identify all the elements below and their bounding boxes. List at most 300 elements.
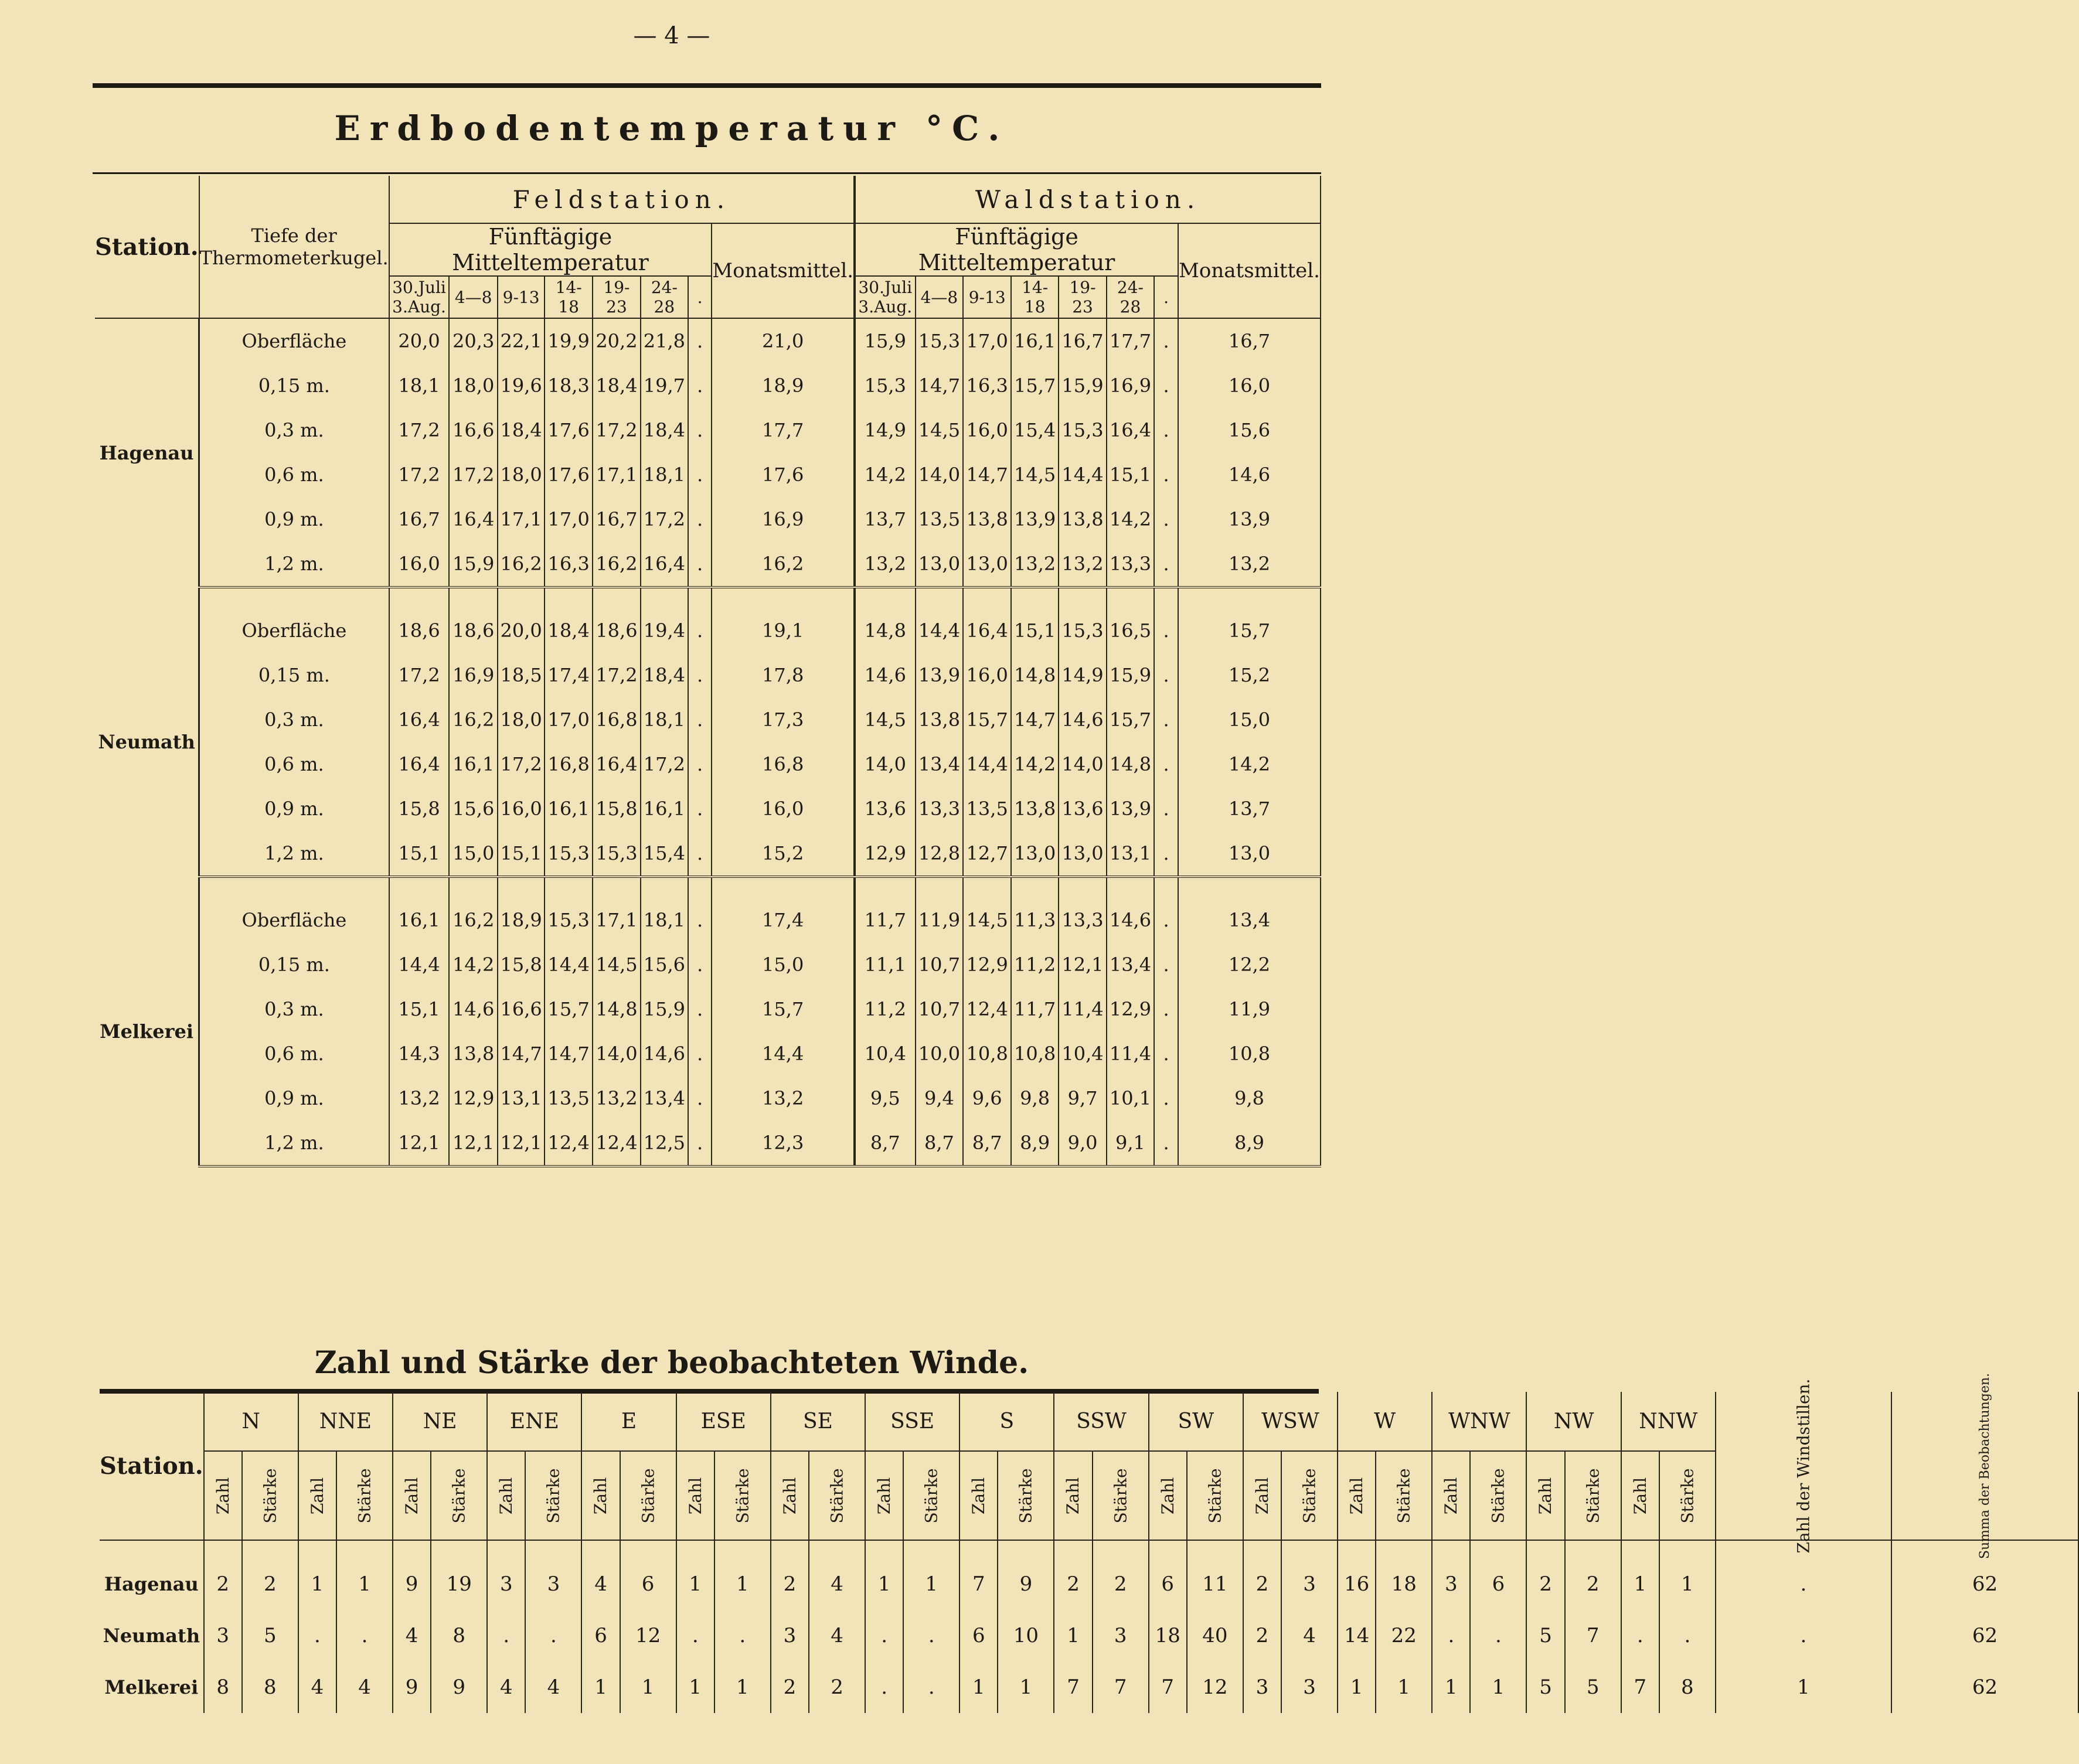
wind-count-value: 2	[771, 1661, 809, 1713]
wind-count-value: .	[298, 1610, 336, 1661]
wald-monthly-mean: 14,2	[1178, 742, 1321, 786]
feld-value: 18,3	[545, 363, 593, 408]
wind-sub-header-staerke	[1093, 1451, 1149, 1540]
feld-value: 18,0	[449, 363, 497, 408]
wald-value: 16,5	[1107, 587, 1154, 653]
wald-value: 14,2	[1011, 742, 1059, 786]
feld-monthly-mean: 17,4	[712, 877, 855, 942]
table-row	[95, 497, 1321, 542]
wald-value: 14,7	[916, 363, 964, 408]
wald-value: 14,9	[1059, 653, 1107, 697]
wind-sub-header-staerke	[336, 1451, 393, 1540]
wind-strength-value: 8	[242, 1661, 298, 1713]
feld-value: .	[688, 542, 712, 587]
wind-direction-header: SSW	[1054, 1392, 1148, 1451]
wald-value: 16,9	[1107, 363, 1154, 408]
wind-strength-value: 1	[1659, 1540, 1716, 1610]
wald-value: 13,2	[855, 542, 915, 587]
feld-value: 16,8	[545, 742, 593, 786]
wind-count-value: 3	[1243, 1661, 1281, 1713]
feld-value: 15,3	[545, 831, 593, 877]
wald-monthly-mean: 9,8	[1178, 1076, 1321, 1121]
wind-strength-value: 4	[336, 1661, 393, 1713]
wald-value: 11,2	[1011, 942, 1059, 987]
table-row	[95, 942, 1321, 987]
wald-value: .	[1154, 1121, 1178, 1166]
feld-value: 12,1	[449, 1121, 497, 1166]
wind-sub-header-zahl	[1149, 1451, 1187, 1540]
feld-value: 15,8	[389, 786, 450, 831]
wald-value: 14,0	[1059, 742, 1107, 786]
wald-value: 8,7	[963, 1121, 1011, 1166]
wald-value: 13,9	[1107, 786, 1154, 831]
wind-count-value: 1	[676, 1661, 714, 1713]
feld-value: 15,9	[641, 987, 688, 1031]
feld-value: 16,2	[498, 542, 545, 587]
wald-value: 14,6	[1107, 877, 1154, 942]
header-station: Station.	[95, 176, 199, 318]
wind-table-body	[100, 1540, 2078, 1713]
wald-value: 14,8	[1011, 653, 1059, 697]
wind-title: Zahl und Stärke der beobachteten Winde.	[314, 1345, 1029, 1381]
wald-value: .	[1154, 987, 1178, 1031]
feld-value: 14,7	[498, 1031, 545, 1076]
wind-sub-header-label: Stärke	[449, 1467, 469, 1524]
feld-value: .	[688, 408, 712, 452]
feld-value: 18,9	[498, 877, 545, 942]
wind-total-value: 62	[1891, 1610, 2078, 1661]
wind-count-value: 9	[393, 1540, 431, 1610]
wind-direction-header: E	[581, 1392, 676, 1451]
table-row	[95, 363, 1321, 408]
wind-direction-header: NW	[1526, 1392, 1621, 1451]
header-wald-monthly: Monatsmittel.	[1178, 223, 1321, 318]
wald-value: .	[1154, 1076, 1178, 1121]
wind-total-value: 62	[1891, 1540, 2078, 1610]
header-waldstation: Waldstation.	[855, 176, 1321, 223]
feld-value: 15,7	[545, 987, 593, 1031]
wald-value: 13,8	[1059, 497, 1107, 542]
wind-strength-value: 19	[431, 1540, 487, 1610]
feld-value: 18,4	[498, 408, 545, 452]
wind-sub-header-label: Stärke	[1394, 1467, 1414, 1524]
feld-value: 20,2	[593, 318, 641, 363]
header-feld-period: 19-23	[593, 276, 641, 318]
station-name: Hagenau	[95, 318, 199, 587]
wind-calm-value: 1	[1716, 1661, 1891, 1713]
wind-count-value: 1	[1621, 1540, 1659, 1610]
wald-value: 10,1	[1107, 1076, 1154, 1121]
feld-value: 18,4	[545, 587, 593, 653]
wald-value: 14,9	[855, 408, 915, 452]
wald-value: 14,8	[1107, 742, 1154, 786]
wald-value: 15,7	[963, 697, 1011, 742]
wind-sub-header-staerke	[809, 1451, 865, 1540]
wind-strength-value: 5	[1565, 1661, 1621, 1713]
feld-value: 12,9	[449, 1076, 497, 1121]
feld-value: 16,1	[545, 786, 593, 831]
feld-value: 16,6	[498, 987, 545, 1031]
wald-value: 16,7	[1059, 318, 1107, 363]
wald-value: 13,9	[916, 653, 964, 697]
wald-monthly-mean: 12,2	[1178, 942, 1321, 987]
table-row	[95, 1031, 1321, 1076]
wind-sub-header-label: Stärke	[1488, 1467, 1508, 1524]
wald-value: 9,5	[855, 1076, 915, 1121]
wald-value: 10,8	[1011, 1031, 1059, 1076]
feld-value: 17,0	[545, 697, 593, 742]
wind-direction-header: ESE	[676, 1392, 771, 1451]
feld-value: .	[688, 786, 712, 831]
table-row	[100, 1610, 2078, 1661]
wind-sub-header-label: Zahl	[1347, 1477, 1367, 1514]
feld-value: 12,1	[389, 1121, 450, 1166]
wind-count-value: 2	[1243, 1540, 1281, 1610]
wind-header-station: Station.	[100, 1392, 204, 1540]
wind-strength-value: 8	[1659, 1661, 1716, 1713]
feld-value: 14,7	[545, 1031, 593, 1076]
wald-value: 13,3	[1107, 542, 1154, 587]
wind-direction-header: SSE	[865, 1392, 959, 1451]
wind-sub-header-label: Stärke	[1205, 1467, 1225, 1524]
wind-direction-header: N	[204, 1392, 298, 1451]
wald-value: .	[1154, 318, 1178, 363]
wind-total-value: 62	[1891, 1661, 2078, 1713]
feld-value: .	[688, 697, 712, 742]
depth-label: 0,3 m.	[199, 408, 389, 452]
depth-label: 1,2 m.	[199, 542, 389, 587]
wald-value: 13,1	[1107, 831, 1154, 877]
feld-monthly-mean: 18,9	[712, 363, 855, 408]
wald-value: 12,4	[963, 987, 1011, 1031]
feld-value: 16,2	[449, 697, 497, 742]
wald-monthly-mean: 15,0	[1178, 697, 1321, 742]
table-row	[95, 542, 1321, 587]
table-row	[95, 877, 1321, 942]
wald-value: 15,3	[916, 318, 964, 363]
feld-value: 17,2	[498, 742, 545, 786]
wald-value: .	[1154, 363, 1178, 408]
feld-value: 18,5	[498, 653, 545, 697]
depth-label: 0,3 m.	[199, 697, 389, 742]
feld-value: 12,4	[545, 1121, 593, 1166]
table-row	[95, 587, 1321, 653]
wind-sub-header-label: Zahl	[591, 1477, 611, 1514]
wald-value: 14,2	[1107, 497, 1154, 542]
wald-value: 16,3	[963, 363, 1011, 408]
wind-sub-header-label: Stärke	[1016, 1467, 1036, 1524]
wind-strength-value: 12	[620, 1610, 676, 1661]
feld-value: 18,6	[449, 587, 497, 653]
wind-strength-value: .	[336, 1610, 393, 1661]
wald-value: 11,1	[855, 942, 915, 987]
wind-strength-value: 4	[525, 1661, 581, 1713]
header-feld-five-day: Fünftägige Mitteltemperatur	[389, 223, 712, 276]
wind-strength-value: .	[525, 1610, 581, 1661]
depth-label: 0,6 m.	[199, 1031, 389, 1076]
wald-value: 15,3	[1059, 587, 1107, 653]
wind-strength-value: 7	[1093, 1661, 1149, 1713]
feld-value: 16,0	[389, 542, 450, 587]
wind-sub-header-zahl	[204, 1451, 242, 1540]
wind-count-value: 4	[298, 1661, 336, 1713]
feld-value: 12,1	[498, 1121, 545, 1166]
feld-value: 19,4	[641, 587, 688, 653]
wald-monthly-mean: 14,6	[1178, 452, 1321, 497]
wald-value: 14,5	[916, 408, 964, 452]
feld-value: 15,4	[641, 831, 688, 877]
table-row	[95, 987, 1321, 1031]
wald-monthly-mean: 15,7	[1178, 587, 1321, 653]
depth-label: 0,9 m.	[199, 786, 389, 831]
wind-strength-value: 1	[714, 1540, 771, 1610]
feld-value: 16,8	[593, 697, 641, 742]
feld-value: 17,1	[593, 452, 641, 497]
station-name: Neumath	[95, 587, 199, 877]
wind-strength-value: 2	[809, 1661, 865, 1713]
depth-label: 0,9 m.	[199, 1076, 389, 1121]
wind-sub-header-staerke	[1470, 1451, 1526, 1540]
header-wald-period: 4—8	[916, 276, 964, 318]
header-feld-monthly: Monatsmittel.	[712, 223, 855, 318]
feld-value: 13,5	[545, 1076, 593, 1121]
feld-value: 15,0	[449, 831, 497, 877]
wind-sub-header-label: Zahl	[1252, 1477, 1272, 1514]
wald-value: .	[1154, 831, 1178, 877]
wind-count-value: 1	[1432, 1661, 1470, 1713]
wind-strength-value: 9	[431, 1661, 487, 1713]
feld-value: .	[688, 987, 712, 1031]
wind-sub-header-label: Stärke	[260, 1467, 280, 1524]
feld-value: 18,0	[498, 697, 545, 742]
feld-value: 20,3	[449, 318, 497, 363]
feld-value: 18,1	[641, 697, 688, 742]
wald-value: 13,0	[1011, 831, 1059, 877]
feld-value: 16,7	[389, 497, 450, 542]
wind-count-value: 3	[1432, 1540, 1470, 1610]
wald-value: 13,5	[963, 786, 1011, 831]
wind-sub-header-label: Stärke	[1583, 1467, 1603, 1524]
wind-strength-value: 1	[998, 1661, 1054, 1713]
wald-value: .	[1154, 452, 1178, 497]
wald-value: 15,1	[1011, 587, 1059, 653]
wald-value: 9,6	[963, 1076, 1011, 1121]
wind-sub-header-label: Zahl	[875, 1477, 894, 1514]
wind-count-value: 2	[1526, 1540, 1564, 1610]
wind-table	[100, 1373, 2079, 1713]
feld-value: 21,8	[641, 318, 688, 363]
feld-value: 18,4	[593, 363, 641, 408]
wind-direction-header: S	[959, 1392, 1054, 1451]
wald-value: 14,5	[963, 877, 1011, 942]
wind-count-value: 5	[1526, 1661, 1564, 1713]
wind-strength-value: 3	[1281, 1661, 1338, 1713]
feld-value: 17,2	[593, 653, 641, 697]
table-row	[95, 786, 1321, 831]
feld-value: 15,3	[593, 831, 641, 877]
feld-value: 16,1	[389, 877, 450, 942]
wald-value: 15,4	[1011, 408, 1059, 452]
table-row	[95, 1076, 1321, 1121]
feld-monthly-mean: 13,2	[712, 1076, 855, 1121]
wind-calm-label: Zahl der Windstillen.	[1794, 1378, 1813, 1554]
wald-value: 13,3	[916, 786, 964, 831]
wald-value: 12,9	[963, 942, 1011, 987]
feld-value: .	[688, 452, 712, 497]
wind-sub-header-zahl	[1621, 1451, 1659, 1540]
table-row	[95, 318, 1321, 363]
wind-count-value: .	[1621, 1610, 1659, 1661]
feld-value: 14,4	[389, 942, 450, 987]
wald-value: 13,8	[916, 697, 964, 742]
header-feld-period: 30.Juli 3.Aug.	[389, 276, 450, 318]
wald-monthly-mean: 13,2	[1178, 542, 1321, 587]
wind-strength-value: 4	[1281, 1610, 1338, 1661]
feld-value: 17,2	[389, 452, 450, 497]
feld-monthly-mean: 15,7	[712, 987, 855, 1031]
feld-value: 14,5	[593, 942, 641, 987]
wald-value: 13,6	[855, 786, 915, 831]
soil-temperature-table	[95, 176, 1321, 1167]
feld-value: 19,7	[641, 363, 688, 408]
feld-value: 15,1	[389, 831, 450, 877]
wald-value: 14,6	[855, 653, 915, 697]
wind-strength-value: 8	[431, 1610, 487, 1661]
feld-value: 17,1	[593, 877, 641, 942]
wind-direction-header: WSW	[1243, 1392, 1338, 1451]
header-wald-period: 14-18	[1011, 276, 1059, 318]
wind-strength-value: 4	[809, 1610, 865, 1661]
wald-value: 9,4	[916, 1076, 964, 1121]
wald-value: 12,9	[1107, 987, 1154, 1031]
wind-count-value: 1	[865, 1540, 903, 1610]
feld-value: 17,2	[641, 742, 688, 786]
header-feld-period: 24-28	[641, 276, 688, 318]
wind-count-value: 9	[393, 1661, 431, 1713]
depth-label: 0,15 m.	[199, 942, 389, 987]
feld-monthly-mean: 16,0	[712, 786, 855, 831]
wald-value: 12,9	[855, 831, 915, 877]
wald-value: 13,2	[1059, 542, 1107, 587]
wind-count-value: 7	[959, 1540, 998, 1610]
feld-value: 16,2	[449, 877, 497, 942]
table-row	[100, 1661, 2078, 1713]
feld-value: 14,6	[449, 987, 497, 1031]
depth-label: 0,6 m.	[199, 452, 389, 497]
wald-monthly-mean: 13,9	[1178, 497, 1321, 542]
wind-sub-header-zahl	[1526, 1451, 1564, 1540]
table-row	[100, 1540, 2078, 1610]
wind-strength-value: 3	[525, 1540, 581, 1610]
feld-value: .	[688, 587, 712, 653]
wind-sub-header-staerke	[1281, 1451, 1338, 1540]
wind-direction-header: SE	[771, 1392, 865, 1451]
wind-count-value: 6	[1149, 1540, 1187, 1610]
wald-value: 15,3	[855, 363, 915, 408]
wind-count-value: 3	[771, 1610, 809, 1661]
wind-sub-header-staerke	[1565, 1451, 1621, 1540]
feld-monthly-mean: 17,8	[712, 653, 855, 697]
wind-strength-value: 1	[620, 1661, 676, 1713]
wald-value: .	[1154, 542, 1178, 587]
wind-count-value: .	[1432, 1610, 1470, 1661]
wald-value: 8,7	[855, 1121, 915, 1166]
wald-monthly-mean: 15,2	[1178, 653, 1321, 697]
wind-sub-header-label: Zahl	[1158, 1477, 1178, 1514]
depth-label: Oberfläche	[199, 587, 389, 653]
wind-strength-value: 3	[1093, 1610, 1149, 1661]
feld-value: 18,1	[389, 363, 450, 408]
header-feld-period: .	[688, 276, 712, 318]
feld-value: 16,3	[545, 542, 593, 587]
table-row	[95, 452, 1321, 497]
feld-value: 15,1	[389, 987, 450, 1031]
feld-value: 15,9	[449, 542, 497, 587]
wald-value: 17,0	[963, 318, 1011, 363]
wald-value: .	[1154, 497, 1178, 542]
wind-direction-header: NNW	[1621, 1392, 1716, 1451]
wind-sub-header-staerke	[903, 1451, 959, 1540]
feld-value: 18,0	[498, 452, 545, 497]
feld-value: 18,1	[641, 452, 688, 497]
table-row	[95, 408, 1321, 452]
wind-count-value: 1	[1338, 1661, 1376, 1713]
wind-sub-header-label: Stärke	[355, 1467, 375, 1524]
header-feld-period: 9-13	[498, 276, 545, 318]
wind-strength-value: 6	[620, 1540, 676, 1610]
wind-strength-value: 4	[809, 1540, 865, 1610]
wind-count-value: 7	[1054, 1661, 1092, 1713]
wind-sub-header-label: Stärke	[1111, 1467, 1131, 1524]
wald-value: 14,4	[916, 587, 964, 653]
header-wald-period: 24-28	[1107, 276, 1154, 318]
feld-value: 16,4	[449, 497, 497, 542]
feld-monthly-mean: 19,1	[712, 587, 855, 653]
wind-sub-header-label: Zahl	[1063, 1477, 1083, 1514]
wind-strength-value: 7	[1565, 1610, 1621, 1661]
feld-value: 17,1	[498, 497, 545, 542]
wald-value: .	[1154, 877, 1178, 942]
feld-value: 17,4	[545, 653, 593, 697]
feld-monthly-mean: 21,0	[712, 318, 855, 363]
wind-count-value: 2	[1243, 1610, 1281, 1661]
wind-sub-header-zahl	[1243, 1451, 1281, 1540]
wald-value: .	[1154, 742, 1178, 786]
feld-monthly-mean: 12,3	[712, 1121, 855, 1166]
wind-strength-value: 1	[1470, 1661, 1526, 1713]
feld-value: 17,0	[545, 497, 593, 542]
wind-sub-header-zahl	[1338, 1451, 1376, 1540]
wind-sub-header-label: Zahl	[969, 1477, 989, 1514]
feld-value: 17,6	[545, 452, 593, 497]
wind-count-value: 6	[959, 1610, 998, 1661]
wind-sub-header-zahl	[771, 1451, 809, 1540]
wind-count-value: .	[865, 1610, 903, 1661]
wind-count-value: 14	[1338, 1610, 1376, 1661]
depth-label: 0,9 m.	[199, 497, 389, 542]
feld-value: 13,1	[498, 1076, 545, 1121]
wald-monthly-mean: 13,0	[1178, 831, 1321, 877]
soil-table-body	[95, 318, 1321, 1166]
station-name: Melkerei	[100, 1661, 204, 1713]
wald-value: 8,7	[916, 1121, 964, 1166]
wind-count-value: 4	[581, 1540, 620, 1610]
feld-value: 17,2	[389, 408, 450, 452]
wald-monthly-mean: 8,9	[1178, 1121, 1321, 1166]
soil-table-top-rule	[93, 172, 1321, 174]
feld-value: 18,4	[641, 408, 688, 452]
wald-value: 9,7	[1059, 1076, 1107, 1121]
